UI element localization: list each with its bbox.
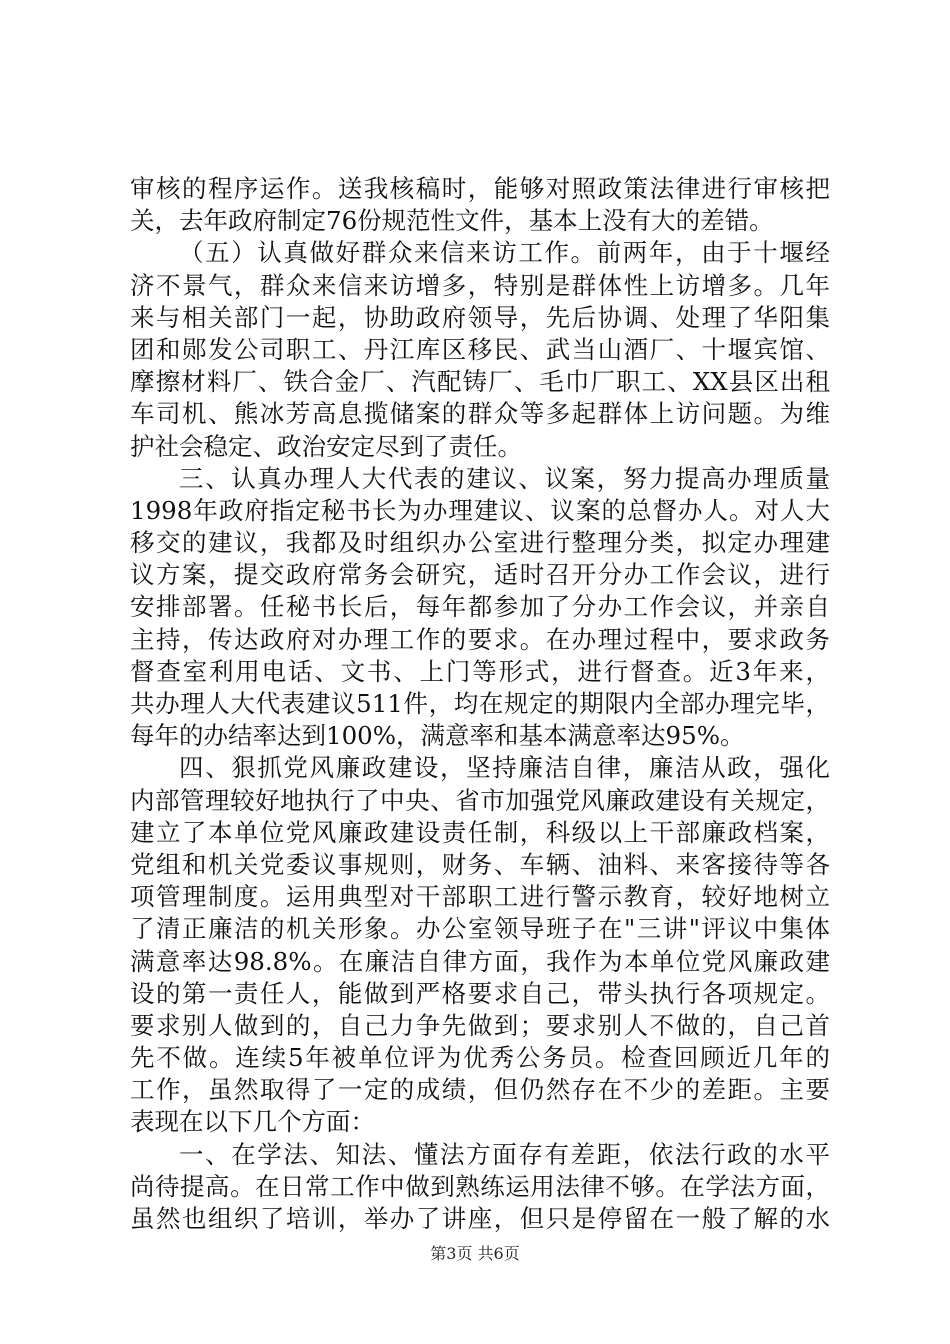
text-line: 尚待提高。在日常工作中做到熟练运用法律不够。在学法方面， xyxy=(130,1171,830,1201)
text-line: 虽然也组织了培训，举办了讲座，但只是停留在一般了解的水 xyxy=(130,1204,830,1233)
text-line: （五）认真做好群众来信来访工作。前两年，由于十堰经 xyxy=(179,238,830,268)
text-line: 安排部署。任秘书长后，每年都参加了分办工作会议，并亲自 xyxy=(130,592,830,622)
text-line: 来与相关部门一起，协助政府领导，先后协调、处理了华阳集 xyxy=(130,302,830,332)
text-line: 1998年政府指定秘书长为办理建议、议案的总督办人。对人大 xyxy=(130,495,830,525)
page-footer xyxy=(0,1243,950,1265)
text-line: 护社会稳定、政治安定尽到了责任。 xyxy=(130,431,522,461)
text-line: 团和郧发公司职工、丹江库区移民、武当山酒厂、十堰宾馆、 xyxy=(130,334,830,364)
text-line: 督查室利用电话、文书、上门等形式，进行督查。近3年来， xyxy=(130,656,830,686)
text-line: 济不景气，群众来信来访增多，特别是群体性上访增多。几年 xyxy=(130,270,830,300)
text-line: 审核的程序运作。送我核稿时，能够对照政策法律进行审核把 xyxy=(130,174,830,203)
text-line: 先不做。连续5年被单位评为优秀公务员。检查回顾近几年的 xyxy=(130,1043,830,1073)
text-line: 项管理制度。运用典型对干部职工进行警示教育，较好地树立 xyxy=(130,882,830,912)
text-line: 关，去年政府制定76份规范性文件，基本上没有大的差错。 xyxy=(130,206,774,236)
text-line: 要求别人做到的，自己力争先做到；要求别人不做的，自己首 xyxy=(130,1010,830,1040)
text-line: 每年的办结率达到100%，满意率和基本满意率达95%。 xyxy=(130,721,745,751)
text-line: 满意率达98.8%。在廉洁自律方面，我作为本单位党风廉政建 xyxy=(130,946,830,976)
text-line: 表现在以下几个方面： xyxy=(130,1107,375,1137)
page-number-label: 第3页 共6页 xyxy=(430,1244,520,1263)
text-line: 设的第一责任人，能做到严格要求自己，带头执行各项规定。 xyxy=(130,978,830,1008)
section-heading: 一、在学法、知法、懂法方面存有差距，依法行政的水平 xyxy=(179,1139,830,1169)
text-line: 议方案，提交政府常务会研究，适时召开分办工作会议，进行 xyxy=(130,560,830,590)
text-line: 摩擦材料厂、铁合金厂、汽配铸厂、毛巾厂职工、XX县区出租 xyxy=(130,367,830,397)
section-heading: 四、狠抓党风廉政建设，坚持廉洁自律，廉洁从政，强化 xyxy=(179,753,830,783)
text-line: 主持，传达政府对办理工作的要求。在办理过程中，要求政务 xyxy=(130,624,830,654)
text-line: 车司机、熊冰芳高息揽储案的群众等多起群体上访问题。为维 xyxy=(130,399,830,429)
text-line: 工作，虽然取得了一定的成绩，但仍然存在不少的差距。主要 xyxy=(130,1075,830,1105)
document-body xyxy=(130,173,830,1235)
text-line: 共办理人大代表建议511件，均在规定的期限内全部办理完毕， xyxy=(130,689,830,718)
section-heading: 三、认真办理人大代表的建议、议案，努力提高办理质量 xyxy=(179,463,830,493)
text-line: 内部管理较好地执行了中央、省市加强党风廉政建设有关规定， xyxy=(130,785,830,815)
text-line: 建立了本单位党风廉政建设责任制，科级以上干部廉政档案， xyxy=(130,817,830,847)
text-line: 党组和机关党委议事规则，财务、车辆、油料、来客接待等各 xyxy=(130,849,830,879)
text-line: 移交的建议，我都及时组织办公室进行整理分类，拟定办理建 xyxy=(130,528,830,558)
text-line: 了清正廉洁的机关形象。办公室领导班子在"三讲"评议中集体 xyxy=(130,914,830,944)
